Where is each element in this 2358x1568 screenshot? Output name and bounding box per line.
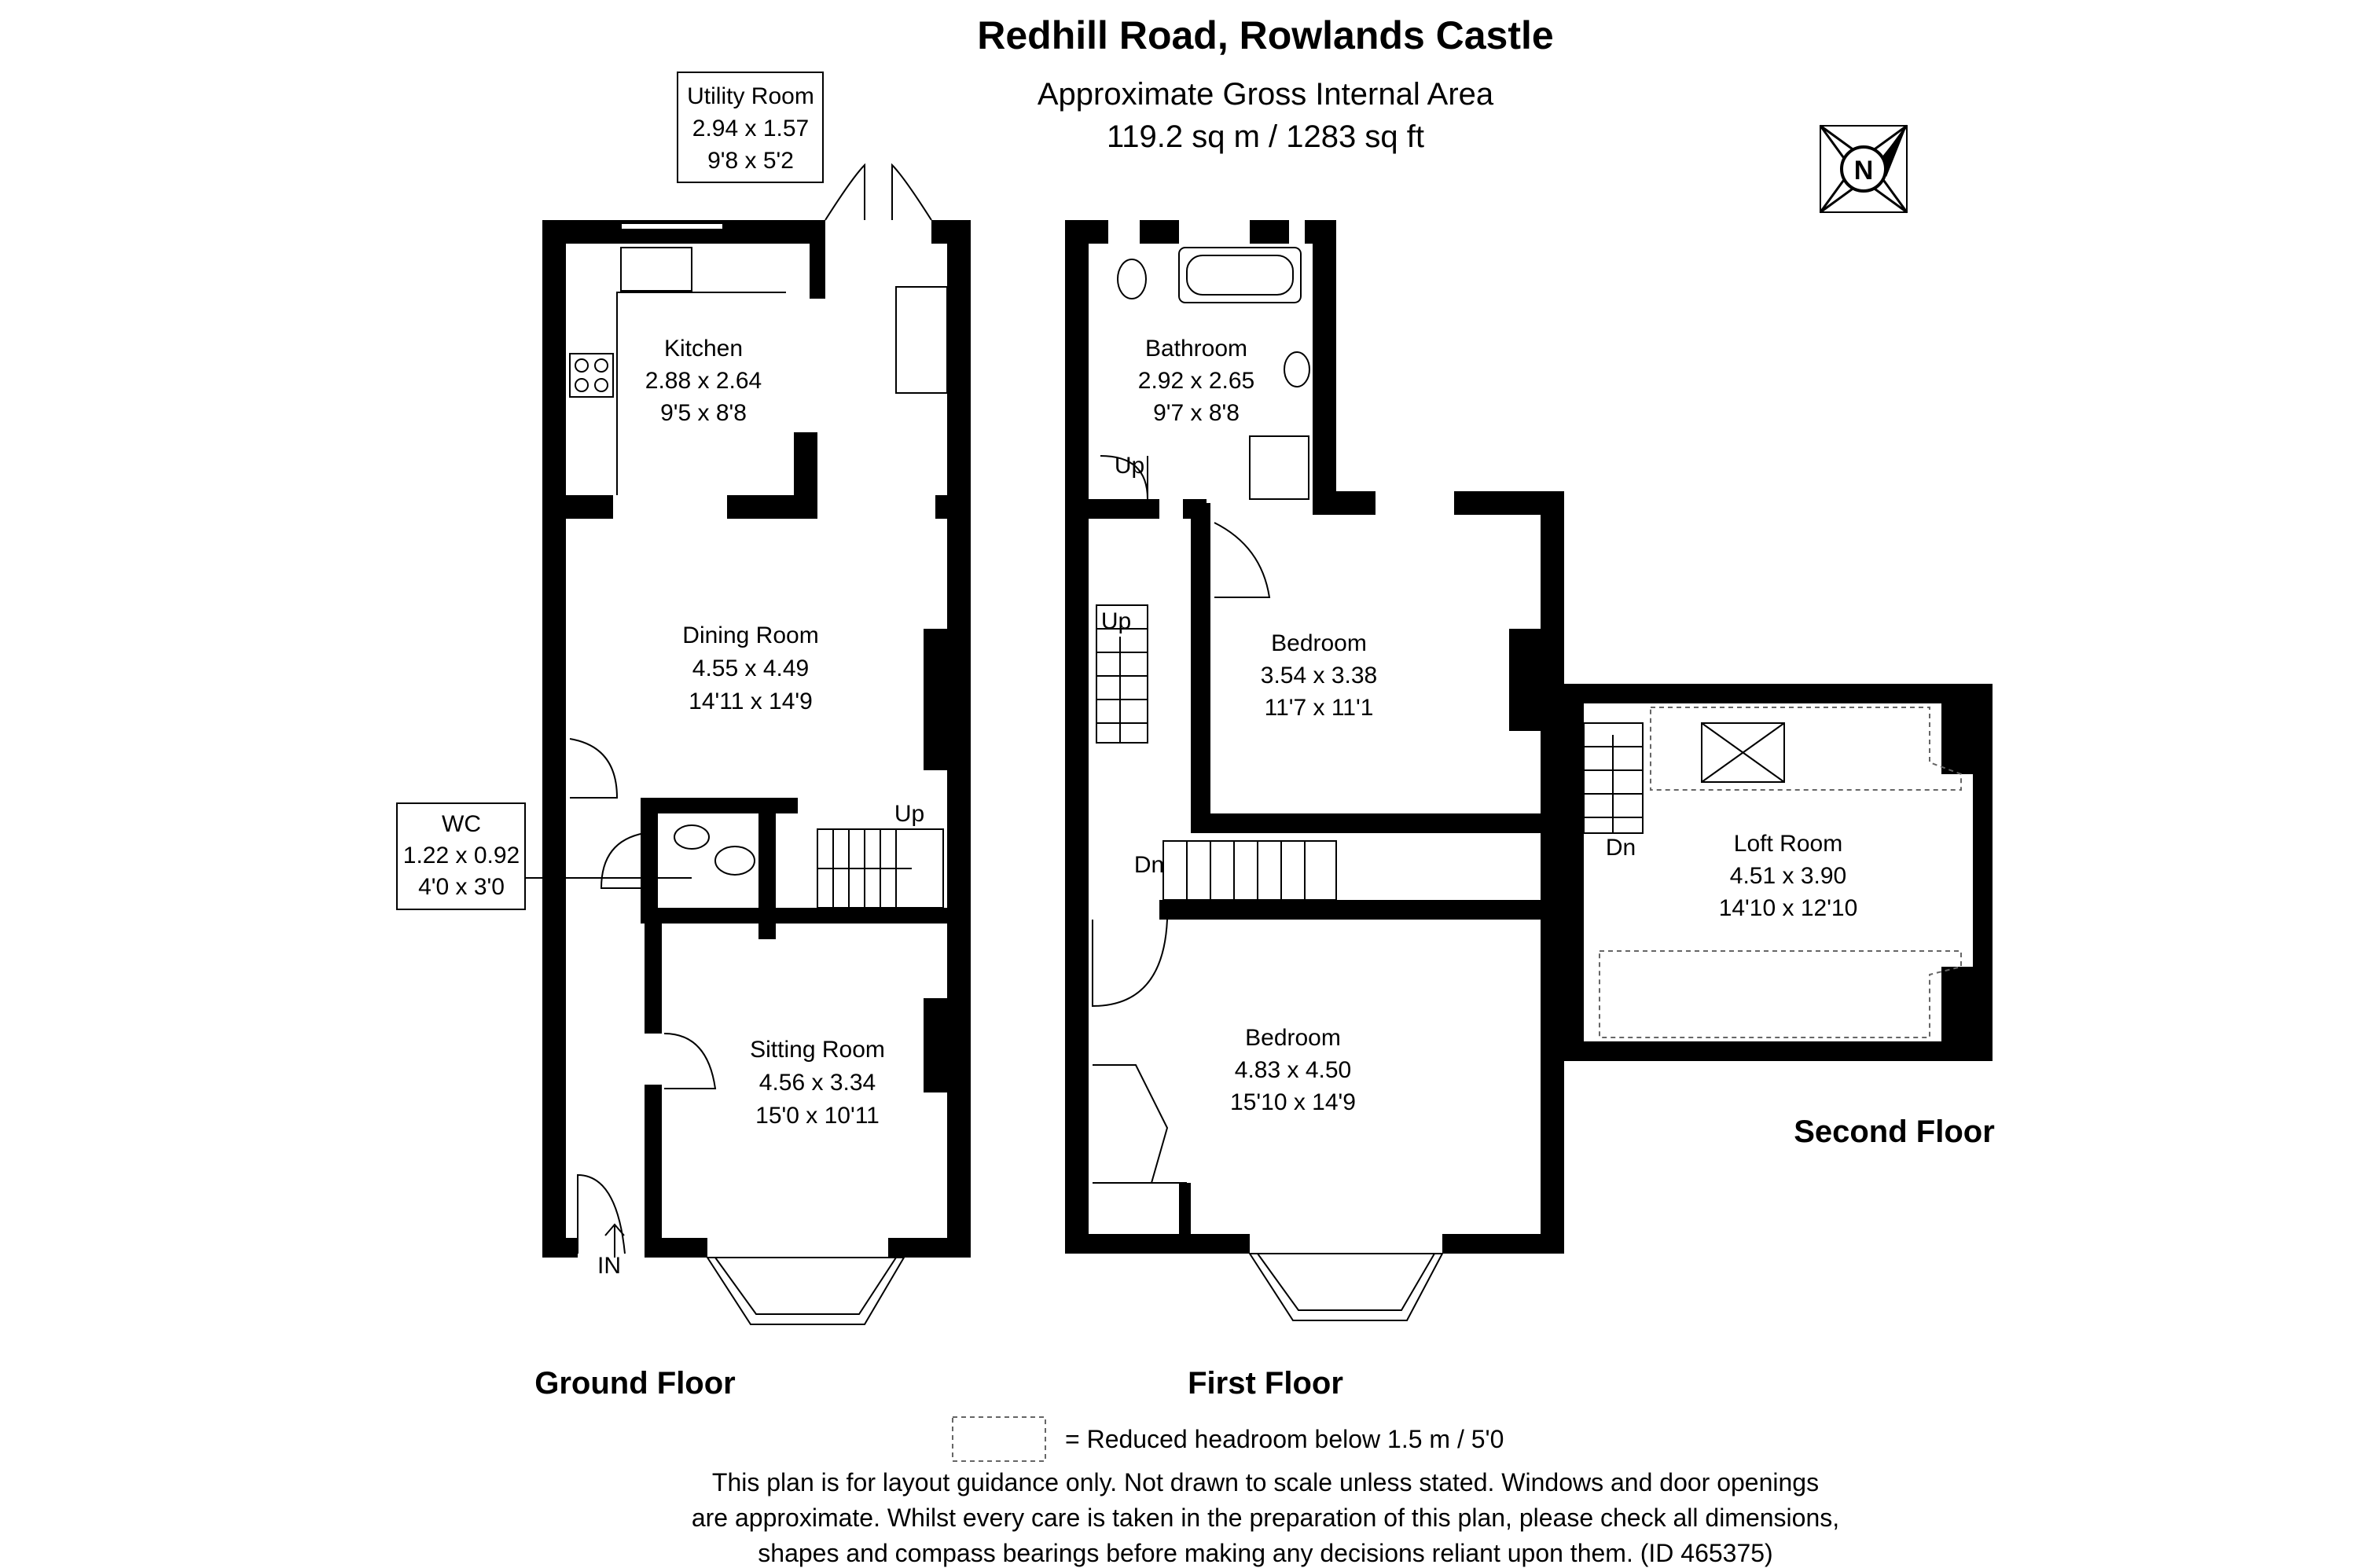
first-floor-label: First Floor	[1188, 1366, 1343, 1401]
plan-title: Redhill Road, Rowlands Castle	[977, 13, 1554, 57]
utility-room-label	[678, 72, 823, 182]
bedroom1-name: Bedroom	[1271, 630, 1367, 656]
bathroom-imperial: 9'7 x 8'8	[1153, 400, 1240, 426]
wc-name: WC	[442, 811, 481, 837]
sitting-name: Sitting Room	[750, 1037, 885, 1063]
legend-text: = Reduced headroom below 1.5 m / 5'0	[1065, 1425, 1504, 1453]
kitchen-name: Kitchen	[663, 336, 744, 362]
wc-metric: 1.22 x 0.92	[402, 843, 520, 868]
dining-room-label	[682, 622, 818, 714]
second-floor-label: Second Floor	[1794, 1114, 1995, 1149]
bedroom1-metric: 3.54 x 3.38	[1260, 663, 1378, 689]
compass-icon	[1820, 126, 1907, 212]
bathroom-metric: 2.92 x 2.65	[1137, 368, 1255, 394]
wc-imperial: 4'0 x 3'0	[418, 874, 505, 900]
sitting-metric: 4.56 x 3.34	[758, 1070, 876, 1096]
reduced-headroom-swatch	[953, 1417, 1045, 1461]
bedroom-1-label	[1261, 630, 1377, 721]
utility-name: Utility Room	[687, 83, 814, 109]
bedroom2-imperial: 15'10 x 14'9	[1230, 1089, 1356, 1115]
bedroom-2-label	[1230, 1025, 1356, 1115]
first-stairs-up-label: Up	[1100, 608, 1132, 634]
utility-imperial: 9'8 x 5'2	[707, 148, 794, 174]
first-stairs-down-label: Dn	[1133, 852, 1165, 878]
ground-stairs-up-label: Up	[894, 801, 925, 827]
area-label: Approximate Gross Internal Area	[1037, 77, 1494, 112]
loft-metric: 4.51 x 3.90	[1729, 863, 1847, 889]
first-stairs-up-top-label: Up	[1114, 453, 1145, 479]
dining-metric: 4.55 x 4.49	[692, 655, 810, 681]
entrance-label: IN	[597, 1253, 621, 1279]
loft-room-label	[1719, 831, 1858, 921]
bathroom-name: Bathroom	[1144, 336, 1248, 362]
disclaimer-line-2: are approximate. Whilst every care is taken in the preparation of this plan, please check all dimensions,	[691, 1504, 1840, 1532]
dining-imperial: 14'11 x 14'9	[689, 689, 813, 714]
bedroom1-imperial: 11'7 x 11'1	[1264, 695, 1374, 721]
utility-metric: 2.94 x 1.57	[692, 116, 810, 141]
sitting-room-label	[750, 1037, 885, 1129]
bathroom-label	[1138, 336, 1254, 426]
dining-name: Dining Room	[682, 622, 819, 648]
bedroom2-metric: 4.83 x 4.50	[1234, 1057, 1352, 1083]
ground-floor-plan	[542, 165, 971, 1324]
loft-stairs-down-label: Dn	[1605, 835, 1636, 861]
loft-name: Loft Room	[1733, 831, 1843, 857]
kitchen-label	[645, 336, 762, 426]
sitting-imperial: 15'0 x 10'11	[755, 1103, 880, 1129]
disclaimer-line-3: shapes and compass bearings before making any decisions reliant upon them. (ID 465375)	[758, 1539, 1773, 1567]
kitchen-imperial: 9'5 x 8'8	[660, 400, 747, 426]
area-value: 119.2 sq m / 1283 sq ft	[1107, 119, 1424, 154]
loft-imperial: 14'10 x 12'10	[1718, 895, 1858, 921]
compass-letter: N	[1853, 156, 1874, 185]
ground-floor-label: Ground Floor	[534, 1366, 736, 1401]
bedroom2-name: Bedroom	[1245, 1025, 1341, 1051]
kitchen-metric: 2.88 x 2.64	[645, 368, 762, 394]
disclaimer-line-1: This plan is for layout guidance only. Not drawn to scale unless stated. Windows and door openings	[711, 1468, 1820, 1496]
